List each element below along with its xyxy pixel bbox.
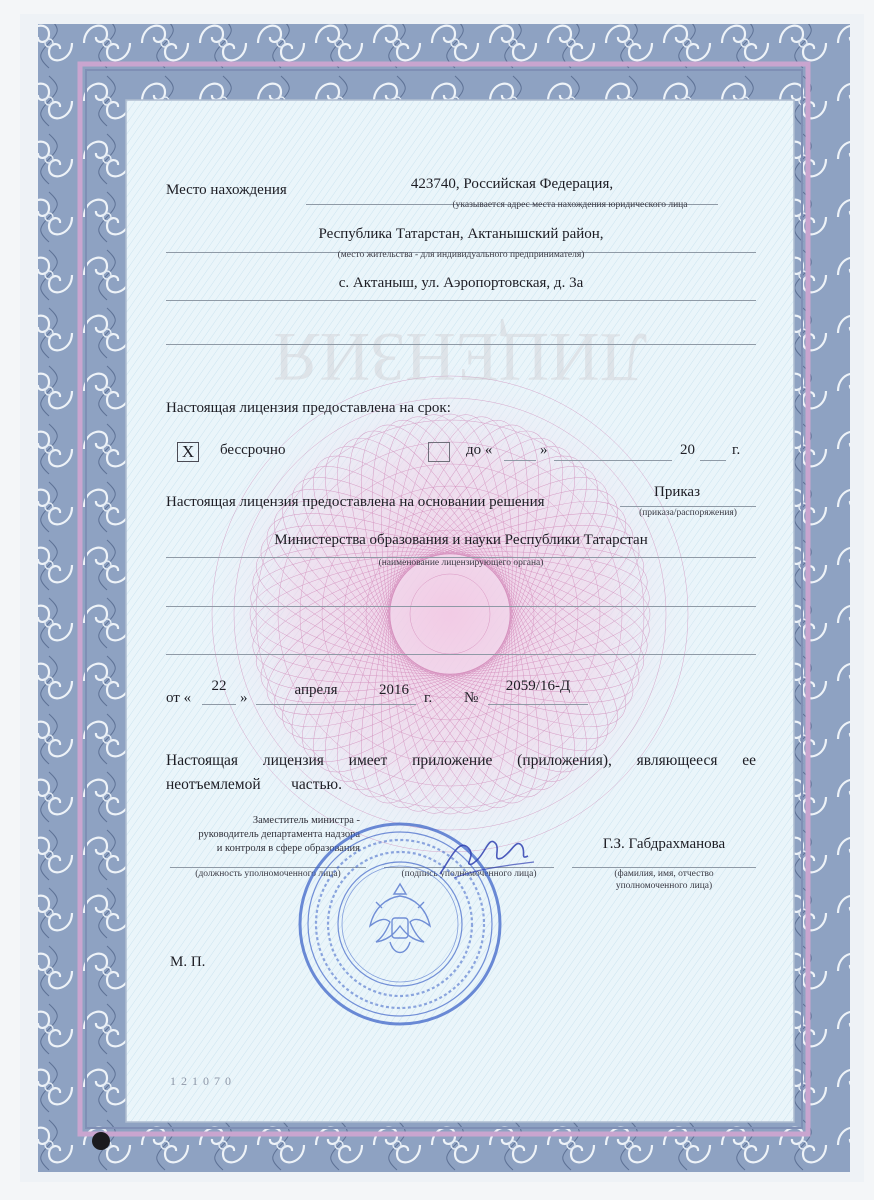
name-caption bbox=[572, 868, 756, 892]
coat-of-arms-eagle bbox=[370, 884, 430, 953]
basis-doc-type: Приказ bbox=[653, 484, 700, 500]
address-line-3: с. Актаныш, ул. Аэропортовская, д. 3а bbox=[338, 275, 584, 291]
name-caption-line-2: уполномоченного лица) bbox=[615, 881, 713, 891]
appendix-line-1: Настоящая лицензия имеет приложение (приложения), являющееся ее bbox=[166, 752, 756, 769]
number-sign: № bbox=[464, 690, 479, 706]
signature-caption: (подпись уполномоченного лица) bbox=[401, 869, 537, 879]
serial-number-fragment: 1 2 1 0 7 0 bbox=[170, 1074, 232, 1088]
address-caption-1: (указывается адрес места нахождения юридического лица bbox=[452, 200, 688, 210]
position-line-2: руководитель департамента надзора bbox=[198, 829, 360, 840]
term-heading: Настоящая лицензия предоставлена на срок: bbox=[166, 400, 451, 416]
basis-heading: Настоящая лицензия предоставлена на основании решения bbox=[166, 494, 545, 510]
signatory-name: Г.З. Габдрахманова bbox=[602, 836, 726, 852]
date-year-suffix: г. bbox=[424, 690, 433, 706]
handwritten-signature bbox=[430, 826, 540, 886]
position-line-1: Заместитель министра - bbox=[252, 815, 360, 826]
seal-placeholder-label: М. П. bbox=[170, 954, 206, 970]
appendix-line-2: неотъемлемой частью. bbox=[166, 776, 342, 793]
date-day: 22 bbox=[211, 678, 227, 694]
name-caption-line-1: (фамилия, имя, отчество bbox=[614, 869, 714, 879]
position-line-3: и контроля в сфере образования bbox=[216, 843, 360, 854]
until-quote-close: » bbox=[540, 442, 548, 458]
until-prefix: до « bbox=[466, 442, 493, 458]
basis-authority-caption: (наименование лицензирующего органа) bbox=[378, 558, 544, 568]
dated-checkbox bbox=[428, 442, 450, 462]
address-line-1: 423740, Российская Федерация, bbox=[410, 176, 614, 192]
basis-doc-type-caption: (приказа/распоряжения) bbox=[639, 508, 737, 518]
address-caption-2: (место жительства - для индивидуального предпринимателя) bbox=[337, 250, 585, 260]
license-sheet bbox=[20, 14, 864, 1182]
date-month: апреля bbox=[294, 682, 338, 698]
address-line-2: Республика Татарстан, Актанышский район, bbox=[318, 226, 604, 242]
svg-text:ЛИЦЕНЗИЯ: ЛИЦЕНЗИЯ bbox=[272, 318, 648, 395]
unlimited-checkbox: X bbox=[177, 442, 199, 462]
year-prefix: 20 bbox=[680, 442, 695, 458]
address-label: Место нахождения bbox=[166, 182, 287, 198]
year-suffix: г. bbox=[732, 442, 741, 458]
date-quote-close: » bbox=[240, 690, 248, 706]
punch-hole bbox=[92, 1132, 110, 1150]
date-from-prefix: от « bbox=[166, 690, 192, 706]
basis-authority: Министерства образования и науки Республики Татарстан bbox=[274, 532, 648, 548]
date-year: 2016 bbox=[379, 682, 409, 698]
unlimited-label: бессрочно bbox=[220, 442, 286, 458]
position-caption: (должность уполномоченного лица) bbox=[195, 869, 341, 879]
guilloche-rosette bbox=[190, 354, 710, 874]
license-number: 2059/16-Д bbox=[505, 678, 571, 694]
